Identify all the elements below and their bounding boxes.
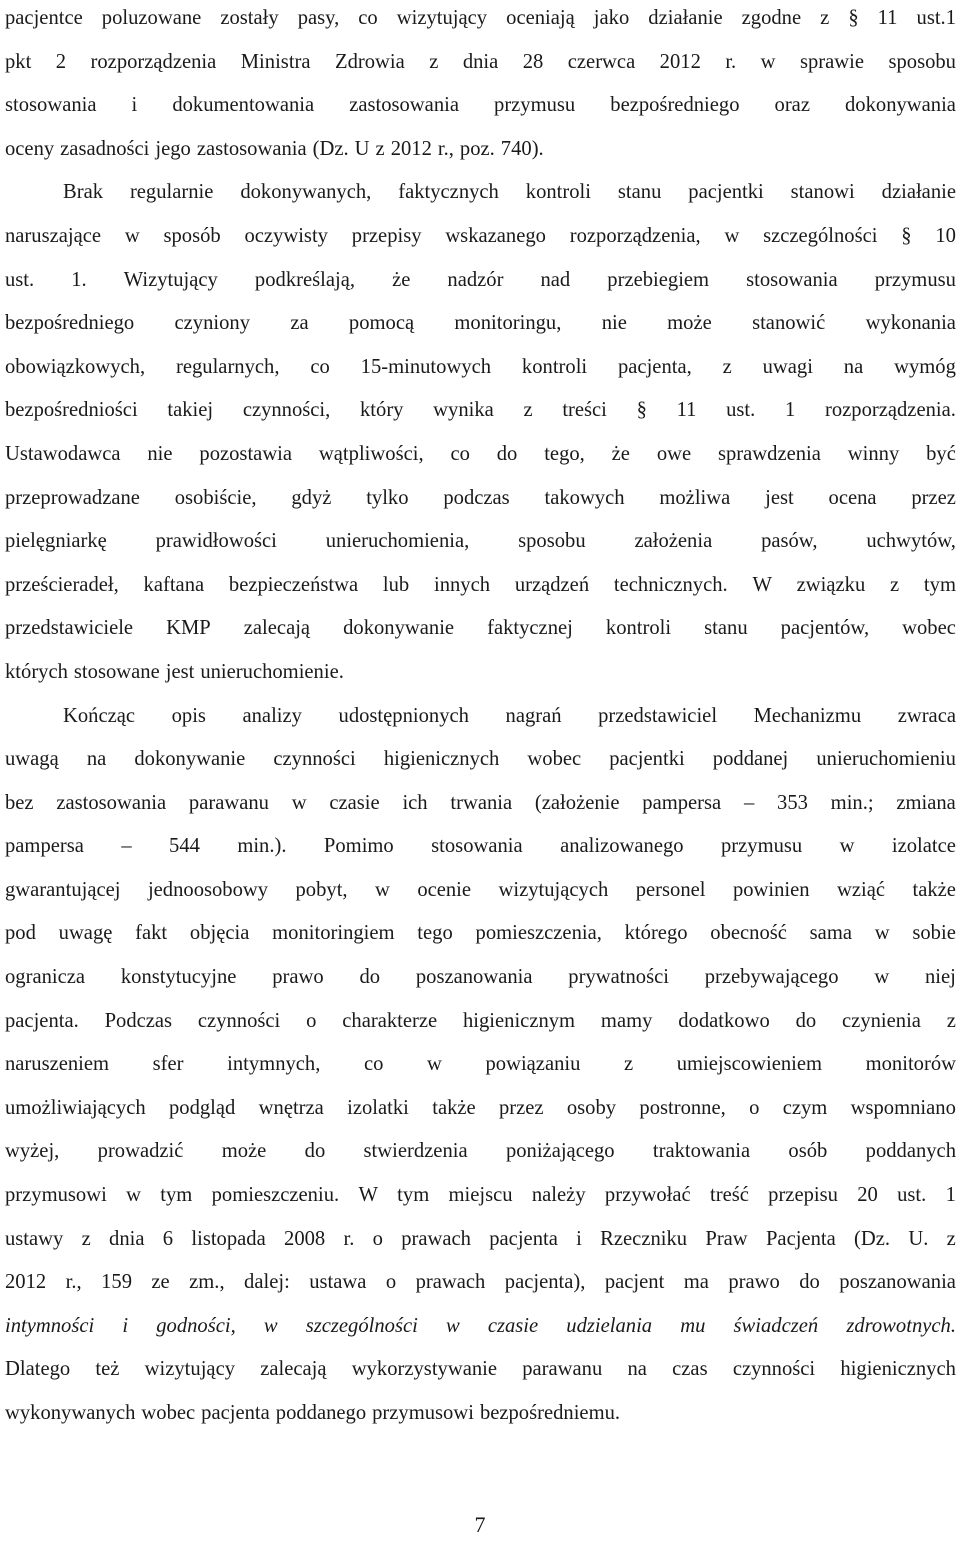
text-line: ust. 1. Wizytujący podkreślają, że nadzór nad przebiegiem stosowania przymusu [5,268,956,291]
text-line: pod uwagę fakt objęcia monitoringiem tego pomieszczenia, którego obecność sama w sobie [5,922,956,945]
text-line: bez zastosowania parawanu w czasie ich trwania (założenie pampersa – 353 min.; zmiana [5,791,956,814]
text-line: Brak regularnie dokonywanych, faktycznych kontroli stanu pacjentki stanowi działanie [63,181,956,204]
text-line: naruszające w sposób oczywisty przepisy wskazanego rozporządzenia, w szczególności § 10 [5,224,956,247]
text-line: uwagą na dokonywanie czynności higienicznych wobec pacjentki poddanej unieruchomieniu [5,748,956,771]
text-line: umożliwiających podgląd wnętrza izolatki także przez osoby postronne, o czym wspomniano [5,1096,956,1119]
text-line: pampersa – 544 min.). Pomimo stosowania analizowanego przymusu w izolatce [5,835,956,858]
text-line: intymności i godności, w szczególności w czasie udzielania mu świadczeń zdrowotnych. [5,1314,956,1337]
text-line: których stosowane jest unieruchomienie. [5,660,344,683]
page-number: 7 [474,1512,486,1537]
text-line: Ustawodawca nie pozostawia wątpliwości, co do tego, że owe sprawdzenia winny być [5,442,956,465]
text-line: wykonywanych wobec pacjenta poddanego przymusowi bezpośredniemu. [5,1402,621,1424]
text-line: pacjenta. Podczas czynności o charakterze higienicznym mamy dodatkowo do czynienia z [5,1009,956,1032]
text-line: pkt 2 rozporządzenia Ministra Zdrowia z dnia 28 czerwca 2012 r. w sprawie sposobu [5,50,956,73]
text-line: wyżej, prowadzić może do stwierdzenia poniżającego traktowania osób poddanych [5,1140,956,1163]
text-line: bezpośredniego czyniony za pomocą monitoringu, nie może stanowić wykonania [5,312,956,335]
document-page [5,0,956,1439]
text-line: ogranicza konstytucyjne prawo do poszanowania prywatności przebywającego w niej [5,966,956,989]
text-line: ustawy z dnia 6 listopada 2008 r. o prawach pacjenta i Rzeczniku Praw Pacjenta (Dz. U. z [5,1227,956,1250]
text-line: pacjentce poluzowane zostały pasy, co wizytujący oceniają jako działanie zgodne z § 11 ust.1 [5,7,956,29]
text-line: prześcieradeł, kaftana bezpieczeństwa lub innych urządzeń technicznych. W związku z tym [5,573,956,596]
text-line: pielęgniarkę prawidłowości unieruchomienia, sposobu założenia pasów, uchwytów, [5,530,956,553]
text-line: bezpośredniości takiej czynności, który wynika z treści § 11 ust. 1 rozporządzenia. [5,399,956,422]
text-line: gwarantującej jednoosobowy pobyt, w ocenie wizytujących personel powinien wziąć także [5,878,956,901]
text-line: Dlatego też wizytujący zalecają wykorzystywanie parawanu na czas czynności higienicznych [5,1358,956,1381]
text-line: stosowania i dokumentowania zastosowania przymusu bezpośredniego oraz dokonywania [5,94,956,117]
text-line: Kończąc opis analizy udostępnionych nagrań przedstawiciel Mechanizmu zwraca [63,704,956,727]
text-line: przeprowadzane osobiście, gdyż tylko podczas takowych możliwa jest ocena przez [5,486,956,509]
text-line: oceny zasadności jego zastosowania (Dz. U z 2012 r., poz. 740). [5,137,544,160]
text-line: przymusowi w tym pomieszczeniu. W tym miejscu należy przywołać treść przepisu 20 ust. 1 [5,1184,956,1207]
text-line: obowiązkowych, regularnych, co 15-minutowych kontroli pacjenta, z uwagi na wymóg [5,355,956,378]
text-line: 2012 r., 159 ze zm., dalej: ustawa o prawach pacjenta), pacjent ma prawo do poszanowania [5,1271,956,1294]
body-text [5,0,956,1439]
text-line: przedstawiciele KMP zalecają dokonywanie faktycznej kontroli stanu pacjentów, wobec [5,617,956,640]
text-line: naruszeniem sfer intymnych, co w powiązaniu z umiejscowieniem monitorów [5,1053,956,1076]
